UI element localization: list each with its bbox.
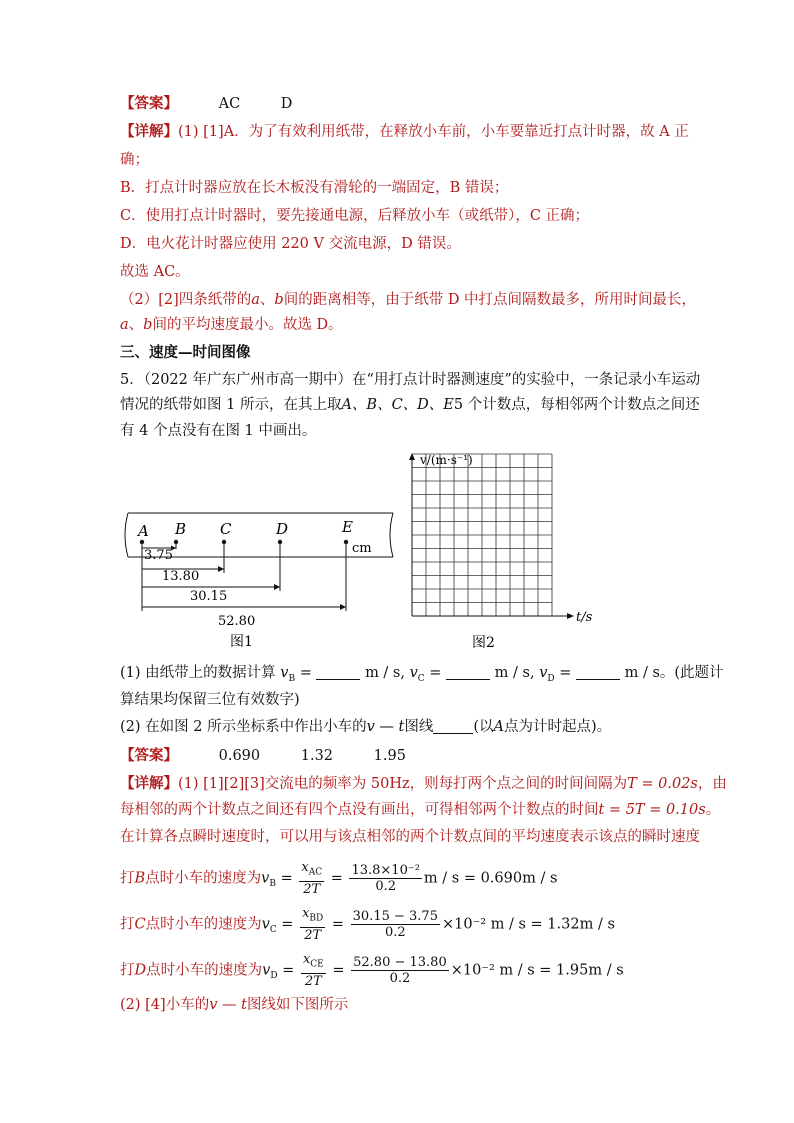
denominator: 0.2 bbox=[375, 878, 397, 894]
detail-text: 点时小车的速度为 bbox=[145, 870, 262, 887]
var-v: v bbox=[280, 665, 289, 681]
point-b: B bbox=[134, 870, 146, 887]
question-line: 5．（2022 年广东广州市高一期中）在“用打点计时器测速度”的实验中，一条记录小车运动 bbox=[120, 372, 701, 388]
detail-line: 确； bbox=[120, 152, 149, 168]
detail-text: 打 bbox=[120, 870, 135, 887]
question-text: 5 个计数点，每相邻两个计数点之间还 bbox=[453, 397, 700, 413]
figure-1-caption: 图1 bbox=[230, 634, 253, 650]
dist-ad: 30.15 bbox=[190, 589, 228, 604]
fraction-eq1 bbox=[349, 863, 421, 894]
blank-vc[interactable] bbox=[446, 665, 490, 680]
point-d: D bbox=[134, 962, 147, 979]
equation-vd: 打D点时小车的速度为$v_D$ = $\frac{x_{CE}}{2T}$ = $\frac{52.80 - 13.80}{0.2}$ ×10⁻² m / s = 1.95m / s bbox=[120, 952, 624, 989]
separator: 、 bbox=[259, 292, 275, 308]
answer-value: D bbox=[280, 96, 293, 112]
subscript: BD bbox=[309, 913, 324, 924]
vt-label: v — t bbox=[209, 997, 247, 1013]
points-list: A、B、C、D、E bbox=[341, 397, 454, 413]
subscript-b: B bbox=[269, 879, 276, 890]
subquestion-text: (2) 在如图 2 所示坐标系中作出小车的 bbox=[120, 719, 367, 735]
tape-unit: cm bbox=[352, 541, 372, 556]
detail-text: 间的平均速度最小。故选 D。 bbox=[152, 317, 343, 333]
blank-vd[interactable] bbox=[576, 665, 620, 680]
detail-text: 打 bbox=[120, 916, 135, 933]
detail-line: 在计算各点瞬时速度时，可以用与该点相邻的两个计数点间的平均速度表示该点的瞬时速度 bbox=[120, 829, 700, 845]
answer-label: 【答案】 bbox=[120, 747, 178, 764]
subscript-d: D bbox=[547, 673, 555, 684]
unit: m / s bbox=[624, 665, 660, 681]
unit: m / s bbox=[494, 665, 530, 681]
var-a: a bbox=[251, 292, 260, 308]
detail-text: 打 bbox=[120, 962, 135, 979]
point-a: A bbox=[493, 719, 504, 735]
fraction-xac: $\frac{x_{AC}}{2T}$ bbox=[301, 860, 323, 897]
denominator: 2T bbox=[303, 881, 321, 897]
tape-label-b: B bbox=[175, 520, 187, 538]
var-a: a bbox=[120, 317, 129, 333]
denominator: 2T bbox=[304, 927, 322, 943]
subscript-d: D bbox=[270, 971, 278, 982]
subscript-b: B bbox=[288, 673, 296, 684]
period-formula: T = 0.02s bbox=[627, 776, 698, 792]
detail-line bbox=[120, 315, 343, 335]
dist-ae: 52.80 bbox=[218, 614, 256, 629]
tape-label-e: E bbox=[342, 518, 353, 536]
subquestion-text: (以 bbox=[473, 719, 494, 735]
figure-1-paper-tape bbox=[118, 505, 398, 655]
vt-label: v — t bbox=[366, 719, 405, 735]
detail-text: （2）[2]四条纸带的 bbox=[120, 292, 252, 308]
blank-graph[interactable] bbox=[433, 719, 473, 734]
fraction-xce: $\frac{x_{CE}}{2T}$ bbox=[302, 952, 324, 989]
subscript: CE bbox=[310, 959, 324, 970]
x-axis-label: t/s bbox=[576, 610, 593, 625]
subquestion-1: (1) 由纸带上的数据计算 $v_B = m / s$, $v_C = m / s$, $v_D = m / s$。(此题计 bbox=[120, 665, 724, 684]
fraction-eq3 bbox=[351, 955, 449, 986]
var-v: v bbox=[262, 962, 271, 979]
subquestion-2 bbox=[120, 717, 611, 737]
numerator: 13.8×10⁻² bbox=[351, 862, 420, 878]
tape-label-a: A bbox=[138, 522, 149, 540]
subquestion-text: 图线 bbox=[404, 719, 434, 735]
subquestion-text: (1) 由纸带上的数据计算 bbox=[120, 665, 276, 681]
fraction-eq2 bbox=[351, 909, 440, 940]
detail-text: ，由 bbox=[697, 776, 727, 792]
denominator: 0.2 bbox=[389, 970, 411, 986]
detail-text: 间的距离相等，由于纸带 D 中打点间隔数最多，所用时间最长， bbox=[283, 292, 697, 308]
y-axis-label: v/(m·s⁻¹) bbox=[420, 453, 473, 467]
question-text: 情况的纸带如图 1 所示，在其上取 bbox=[120, 397, 342, 413]
detail-line bbox=[120, 774, 727, 794]
tape-label-c: C bbox=[220, 520, 232, 538]
tape-label-d: D bbox=[276, 520, 289, 538]
figure-2-grid bbox=[398, 450, 598, 658]
detail-line: 故选 AC。 bbox=[120, 264, 190, 280]
unit: m / s bbox=[365, 665, 401, 681]
detail-text: (1) [1]A．为了有效利用纸带，在释放小车前，小车要靠近打点计时器，故 A 正 bbox=[178, 124, 689, 140]
detail-text: 点时小车的速度为 bbox=[145, 916, 262, 933]
denominator: 0.2 bbox=[384, 924, 406, 940]
detail-label: 【详解】 bbox=[120, 775, 178, 792]
var-b: b bbox=[274, 292, 284, 308]
detail-line bbox=[120, 995, 348, 1015]
subquestion-text: 。(此题计 bbox=[659, 665, 724, 681]
dist-ab: 3.75 bbox=[144, 548, 173, 563]
detail-text: 图线如下图所示 bbox=[246, 997, 349, 1013]
blank-vb[interactable] bbox=[316, 665, 360, 680]
separator: 、 bbox=[128, 317, 144, 333]
numerator: 52.80 − 13.80 bbox=[353, 954, 447, 970]
subquestion-1-cont: 算结果均保留三位有效数字) bbox=[120, 692, 300, 708]
subscript-c: C bbox=[417, 673, 425, 684]
question-line: 有 4 个点没有在图 1 中画出。 bbox=[120, 423, 317, 439]
detail-label: 【详解】 bbox=[120, 123, 178, 140]
section-title: 三、速度—时间图像 bbox=[120, 344, 251, 361]
equation-vb: 打B点时小车的速度为$v_B$ = $\frac{x_{AC}}{2T}$ = $\frac{\text{13.8×10⁻²}}{0.2}$ m / s = 0.690m / s bbox=[120, 860, 558, 897]
numerator: 30.15 − 3.75 bbox=[352, 908, 438, 924]
question-line bbox=[120, 395, 700, 415]
var-v: v bbox=[539, 665, 548, 681]
dist-ac: 13.80 bbox=[162, 569, 200, 584]
answer-value: 1.32 bbox=[300, 748, 334, 764]
answer-label: 【答案】 bbox=[120, 95, 178, 112]
figure-2-caption: 图2 bbox=[472, 635, 495, 651]
detail-line: D．电火花计时器应使用 220 V 交流电源，D 错误。 bbox=[120, 236, 461, 252]
equation-vc: 打C点时小车的速度为$v_C$ = $\frac{x_{BD}}{2T}$ = $\frac{30.15 - 3.75}{0.2}$ ×10⁻² m / s = 1.32m / s bbox=[120, 906, 615, 943]
detail-line: C．使用打点计时器时，要先接通电源，后释放小车（或纸带），C 正确； bbox=[120, 208, 590, 224]
fraction-xbd: $\frac{x_{BD}}{2T}$ bbox=[302, 906, 324, 943]
denominator: 2T bbox=[304, 973, 322, 989]
answer-value: AC bbox=[218, 96, 241, 112]
detail-text: (1) [1][2][3]交流电的频率为 50Hz，则每打两个点之间的时间间隔为 bbox=[178, 776, 628, 792]
detail-text: 点时小车的速度为 bbox=[146, 962, 263, 979]
grid bbox=[412, 454, 552, 616]
detail-text: (2) [4]小车的 bbox=[120, 997, 210, 1013]
detail-line bbox=[120, 800, 720, 820]
answer-value: 1.95 bbox=[373, 748, 406, 764]
point-c: C bbox=[134, 916, 146, 933]
answer-row-1 bbox=[120, 94, 292, 114]
detail-text: 每相邻的两个计数点之间还有四个点没有画出，可得相邻两个计数点的时间 bbox=[120, 802, 599, 818]
var-v: v bbox=[261, 916, 270, 933]
var-v: v bbox=[409, 665, 418, 681]
result: ×10⁻² m / s = 1.95m / s bbox=[450, 962, 624, 979]
subscript: AC bbox=[308, 867, 323, 878]
answer-row-2 bbox=[120, 746, 406, 766]
result: m / s = 0.690m / s bbox=[423, 870, 558, 887]
detail-line bbox=[120, 122, 689, 142]
result: ×10⁻² m / s = 1.32m / s bbox=[441, 916, 615, 933]
detail-line bbox=[120, 290, 696, 310]
subscript-c: C bbox=[269, 925, 277, 936]
time-formula: t = 5T = 0.10s bbox=[598, 802, 706, 818]
detail-line: B．打点计时器应放在长木板没有滑轮的一端固定，B 错误； bbox=[120, 180, 509, 196]
var-v: v bbox=[261, 870, 270, 887]
var-b: b bbox=[143, 317, 153, 333]
subquestion-text: 点为计时起点)。 bbox=[504, 719, 612, 735]
detail-text: 。 bbox=[705, 802, 721, 818]
answer-value: 0.690 bbox=[218, 748, 261, 764]
